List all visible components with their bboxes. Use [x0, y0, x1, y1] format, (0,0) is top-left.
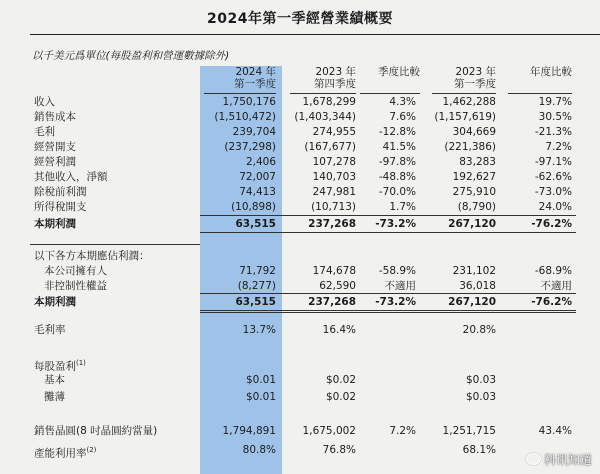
value-2024-q1: (10,898): [231, 201, 276, 213]
value-2023-q4: 237,268: [308, 218, 356, 230]
header-underline: [204, 93, 276, 94]
weibo-icon: [526, 453, 541, 465]
value-2023-q4: 107,278: [312, 156, 356, 168]
value-qoq: -48.8%: [378, 171, 416, 183]
row-label-text: 攤薄: [44, 391, 65, 403]
value-2023-q4: 1,678,299: [302, 96, 356, 108]
header-qoq: 季度比較: [378, 66, 420, 78]
value-2024-q1: 80.8%: [242, 444, 276, 456]
table-row: [0, 296, 600, 309]
header-underline: [290, 93, 356, 94]
header-2023-q4: 2023 年 第四季度: [314, 66, 356, 90]
row-label-text: 基本: [44, 374, 65, 386]
row-label: [44, 280, 107, 293]
value-qoq: 4.3%: [389, 96, 416, 108]
value-qoq: -12.8%: [378, 126, 416, 138]
value-2023-q1: 1,251,715: [442, 425, 496, 437]
table-rule: [200, 232, 576, 233]
value-qoq: 7.2%: [389, 425, 416, 437]
value-2023-q4: (10,713): [311, 201, 356, 213]
value-2023-q4: 274,955: [312, 126, 356, 138]
row-label-text: 毛利: [34, 126, 55, 138]
value-2024-q1: (8,277): [237, 280, 276, 292]
value-qoq: -73.2%: [375, 296, 416, 308]
table-row: [0, 96, 600, 109]
value-qoq: -58.9%: [378, 265, 416, 277]
header-2023-q1: 2023 年 第一季度: [454, 66, 496, 90]
row-label-text: 銷售晶圓(8 吋晶圓約當量): [34, 425, 158, 437]
row-label: [34, 250, 150, 263]
value-2023-q1: 267,120: [448, 296, 496, 308]
row-label-text: 除稅前利潤: [34, 186, 87, 198]
value-2023-q1: (8,790): [457, 201, 496, 213]
value-2023-q1: 1,462,288: [442, 96, 496, 108]
value-2023-q4: (167,677): [304, 141, 356, 153]
value-2024-q1: 2,406: [245, 156, 276, 168]
value-yoy: 43.4%: [538, 425, 572, 437]
table-row: [0, 280, 600, 293]
row-label-text: 其他收入，淨額: [34, 171, 108, 183]
value-2024-q1: 13.7%: [242, 324, 276, 336]
value-2024-q1: 72,007: [239, 171, 276, 183]
row-label-text: 本公司擁有人: [44, 265, 107, 277]
value-2023-q1: 36,018: [459, 280, 496, 292]
value-qoq: 41.5%: [382, 141, 416, 153]
value-2023-q1: 192,627: [452, 171, 496, 183]
value-2024-q1: $0.01: [245, 391, 276, 403]
row-label: [34, 126, 55, 139]
value-yoy: -97.1%: [534, 156, 572, 168]
row-label: [34, 156, 76, 169]
value-2024-q1: 63,515: [235, 296, 276, 308]
footnote-marker: (1): [76, 359, 86, 367]
row-label-text: 產能利用率: [34, 447, 87, 460]
value-2023-q4: $0.02: [325, 391, 356, 403]
value-2023-q1: 304,669: [452, 126, 496, 138]
value-2024-q1: $0.01: [245, 374, 276, 386]
value-2024-q1: (1,510,472): [214, 111, 276, 123]
value-2023-q1: $0.03: [465, 374, 496, 386]
value-2023-q4: 174,678: [312, 265, 356, 277]
row-label: [34, 111, 76, 124]
header-yoy: 年度比較: [530, 66, 572, 78]
table-row: [0, 171, 600, 184]
row-label-text: 經營開支: [34, 141, 76, 153]
title-divider: [30, 34, 600, 35]
row-label: [44, 265, 107, 278]
value-2023-q4: 76.8%: [322, 444, 356, 456]
value-2023-q4: $0.02: [325, 374, 356, 386]
row-label-text: 每股盈利: [34, 360, 76, 373]
table-row: [0, 425, 600, 438]
table-row: [0, 111, 600, 124]
row-label: [34, 296, 76, 309]
row-label: [34, 324, 66, 337]
value-2023-q4: 140,703: [312, 171, 356, 183]
table-rule: [200, 215, 576, 216]
header-underline: [360, 93, 420, 94]
value-yoy: 24.0%: [538, 201, 572, 213]
row-label: [34, 201, 87, 214]
value-yoy: -76.2%: [531, 296, 572, 308]
table-rule: [200, 293, 576, 294]
unit-note: 以千美元爲單位(每股盈利和營運數據除外): [32, 50, 230, 62]
table-row: [0, 126, 600, 139]
value-2023-q1: 275,910: [452, 186, 496, 198]
value-2023-q4: (1,403,344): [294, 111, 356, 123]
value-2024-q1: 74,413: [239, 186, 276, 198]
table-row: [0, 250, 600, 263]
table-row: [0, 324, 600, 337]
header-underline: [432, 93, 496, 94]
value-qoq: -73.2%: [375, 218, 416, 230]
value-2023-q1: (221,386): [444, 141, 496, 153]
value-2024-q1: 239,704: [232, 126, 276, 138]
value-2024-q1: 1,794,891: [222, 425, 276, 437]
value-qoq: -97.8%: [378, 156, 416, 168]
table-row: [0, 201, 600, 214]
double-underline: [200, 310, 576, 313]
table-row: [0, 141, 600, 154]
value-yoy: -68.9%: [534, 265, 572, 277]
value-yoy: 7.2%: [545, 141, 572, 153]
table-row: [0, 218, 600, 231]
table-row: [0, 156, 600, 169]
row-label: [34, 357, 86, 374]
value-2024-q1: (237,298): [224, 141, 276, 153]
table-row: [0, 265, 600, 278]
row-label: [34, 186, 87, 199]
value-2023-q1: 68.1%: [462, 444, 496, 456]
value-2023-q1: (1,157,619): [434, 111, 496, 123]
row-label-text: 本期利潤: [34, 296, 76, 308]
row-label-text: 以下各方本期應佔利潤：: [34, 250, 150, 262]
value-2023-q4: 247,981: [312, 186, 356, 198]
table-row: [0, 391, 600, 404]
value-2024-q1: 71,792: [239, 265, 276, 277]
value-yoy: -21.3%: [534, 126, 572, 138]
row-label-text: 銷售成本: [34, 111, 76, 123]
value-yoy: 19.7%: [538, 96, 572, 108]
table-rule: [30, 244, 200, 245]
value-qoq: -70.0%: [378, 186, 416, 198]
row-label-text: 本期利潤: [34, 218, 76, 230]
document-title: 2024年第一季經營業績概要: [207, 11, 393, 27]
value-2023-q1: 20.8%: [462, 324, 496, 336]
row-label: [34, 444, 96, 461]
value-2023-q1: 83,283: [459, 156, 496, 168]
row-label: [34, 171, 108, 184]
value-qoq: 7.6%: [389, 111, 416, 123]
value-qoq: 1.7%: [389, 201, 416, 213]
row-label: [34, 218, 76, 231]
value-yoy: 30.5%: [538, 111, 572, 123]
value-2024-q1: 1,750,176: [222, 96, 276, 108]
value-2023-q4: 237,268: [308, 296, 356, 308]
value-yoy: -62.6%: [534, 171, 572, 183]
value-qoq: 不適用: [384, 280, 416, 292]
row-label-text: 非控制性權益: [44, 280, 107, 292]
row-label: [34, 96, 55, 109]
row-label: [34, 425, 157, 438]
value-2023-q4: 62,590: [319, 280, 356, 292]
header-underline: [508, 93, 572, 94]
row-label-text: 收入: [34, 96, 55, 108]
row-label: [44, 391, 65, 404]
watermark: 科讯知道: [526, 451, 592, 468]
row-label-text: 所得稅開支: [34, 201, 87, 213]
value-2023-q1: 267,120: [448, 218, 496, 230]
table-row: [0, 374, 600, 387]
value-2024-q1: 63,515: [235, 218, 276, 230]
row-label-text: 經營利潤: [34, 156, 76, 168]
footnote-marker: (2): [86, 446, 97, 454]
value-yoy: 不適用: [540, 280, 572, 292]
value-2023-q1: 231,102: [452, 265, 496, 277]
value-2023-q4: 1,675,002: [302, 425, 356, 437]
value-2023-q4: 16.4%: [322, 324, 356, 336]
value-yoy: -73.0%: [534, 186, 572, 198]
table-row: [0, 357, 600, 373]
row-label-text: 毛利率: [34, 324, 66, 336]
row-label: [34, 141, 76, 154]
table-row: [0, 186, 600, 199]
value-yoy: -76.2%: [531, 218, 572, 230]
header-2024-q1: 2024 年 第一季度: [234, 66, 276, 90]
row-label: [44, 374, 65, 387]
value-2023-q1: $0.03: [465, 391, 496, 403]
